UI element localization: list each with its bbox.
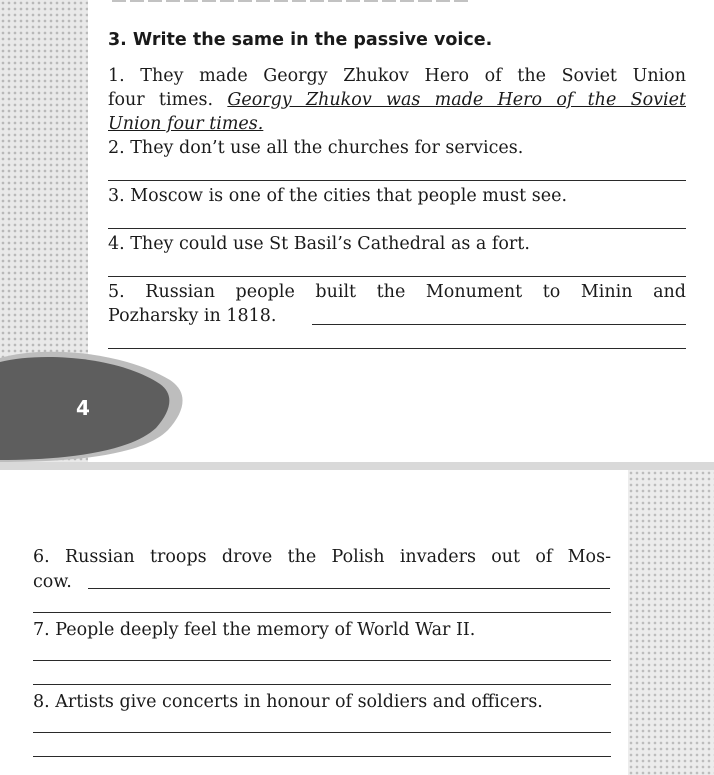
item-6-line-1: 6. Russian troops drove the Polish invaders out of Mos- [33, 547, 611, 567]
item-5-line-2: Pozharsky in 1818. [108, 306, 277, 326]
page-gap [0, 462, 714, 470]
answer-line[interactable] [33, 660, 611, 661]
item-1-answer: Georgy Zhukov was made Hero of the Soviet [227, 90, 686, 110]
dotted-margin-right [628, 470, 714, 775]
item-1-text: four times. [108, 90, 214, 110]
cropped-text-line [112, 0, 472, 2]
item-3-text: 3. Moscow is one of the cities that people must see. [108, 186, 568, 206]
answer-line[interactable] [88, 588, 610, 589]
item-4-text: 4. They could use St Basil’s Cathedral as a fort. [108, 234, 530, 254]
answer-line[interactable] [33, 732, 611, 733]
item-6-line-2: cow. [33, 572, 72, 592]
worksheet-page-bottom [0, 470, 714, 775]
item-5-line-1: 5. Russian people built the Monument to Minin and [108, 282, 686, 302]
item-1-answer-continued: Union four times. [108, 114, 264, 134]
page-number: 4 [76, 396, 90, 420]
answer-line[interactable] [312, 324, 686, 325]
item-2-text: 2. They don’t use all the churches for services. [108, 138, 524, 158]
exercise-heading: 3. Write the same in the passive voice. [108, 30, 493, 50]
item-8-text: 8. Artists give concerts in honour of soldiers and officers. [33, 692, 543, 712]
item-1-line-2 [108, 88, 686, 112]
answer-line[interactable] [33, 684, 611, 685]
item-7-text: 7. People deeply feel the memory of World War II. [33, 620, 476, 640]
item-1-line-1: 1. They made Georgy Zhukov Hero of the Soviet Union [108, 66, 686, 86]
answer-line[interactable] [33, 756, 611, 757]
answer-line[interactable] [108, 180, 686, 181]
answer-line[interactable] [108, 276, 686, 277]
answer-line[interactable] [108, 228, 686, 229]
answer-line[interactable] [33, 612, 611, 613]
answer-line[interactable] [108, 348, 686, 349]
